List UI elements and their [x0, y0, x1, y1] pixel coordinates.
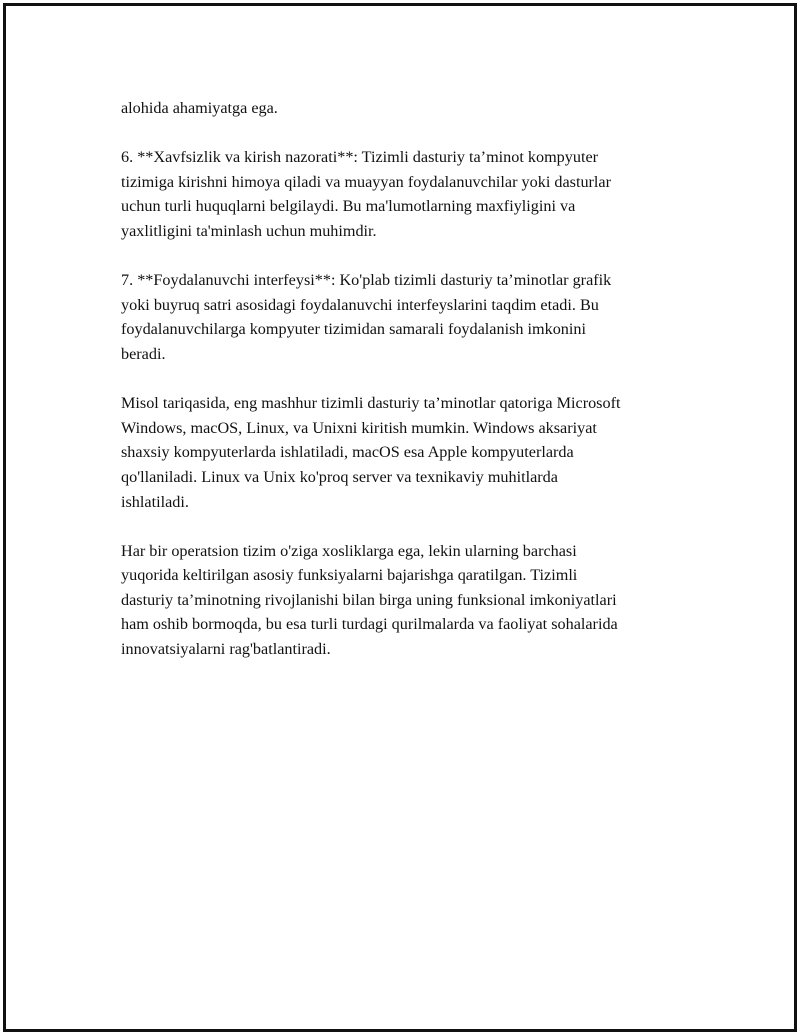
- text-line: ishlatiladi.: [121, 492, 189, 511]
- text-line: alohida ahamiyatga ega.: [121, 99, 278, 117]
- text-line: tizimiga kirishni himoya qiladi va muayyan foydalanuvchilar yoki dasturlar: [121, 172, 611, 191]
- document-body: [121, 96, 701, 686]
- text-line: yoki buyruq satri asosidagi foydalanuvchi interfeyslarini taqdim etadi. Bu: [121, 295, 599, 314]
- text-line: shaxsiy kompyuterlarda ishlatiladi, macOS esa Apple kompyuterlarda: [121, 443, 574, 462]
- text-line: Har bir operatsion tizim o'ziga xosliklarga ega, lekin ularning barchasi: [121, 541, 577, 560]
- paragraph-user-interface: [121, 268, 701, 366]
- paragraph-examples: [121, 391, 701, 514]
- text-line: yaxlitligini ta'minlash uchun muhimdir.: [121, 221, 377, 240]
- paragraph-security: [121, 145, 701, 243]
- text-line: foydalanuvchilarga kompyuter tizimidan samarali foydalanish imkonini: [121, 320, 586, 339]
- paragraph-conclusion: [121, 539, 701, 662]
- paragraph-continuation: [121, 96, 701, 121]
- text-line: Misol tariqasida, eng mashhur tizimli dasturiy ta’minotlar qatoriga Microsoft: [121, 394, 621, 413]
- text-line: innovatsiyalarni rag'batlantiradi.: [121, 640, 331, 659]
- page-frame: [3, 3, 797, 1032]
- text-line: yuqorida keltirilgan asosiy funksiyalarni bajarishga qaratilgan. Tizimli: [121, 566, 578, 585]
- text-line: 6. **Xavfsizlik va kirish nazorati**: Tizimli dasturiy ta’minot kompyuter: [121, 148, 599, 167]
- text-line: beradi.: [121, 344, 166, 363]
- text-line: 7. **Foydalanuvchi interfeysi**: Ko'plab tizimli dasturiy ta’minotlar grafik: [121, 271, 612, 290]
- text-line: qo'llaniladi. Linux va Unix ko'proq server va texnikaviy muhitlarda: [121, 467, 558, 486]
- text-line: dasturiy ta’minotning rivojlanishi bilan birga uning funksional imkoniyatlari: [121, 590, 617, 609]
- text-line: uchun turli huquqlarni belgilaydi. Bu ma'lumotlarning maxfiyligini va: [121, 197, 576, 216]
- text-line: ham oshib bormoqda, bu esa turli turdagi qurilmalarda va faoliyat sohalarida: [121, 615, 618, 634]
- text-line: Windows, macOS, Linux, va Unixni kiritish mumkin. Windows aksariyat: [121, 418, 597, 437]
